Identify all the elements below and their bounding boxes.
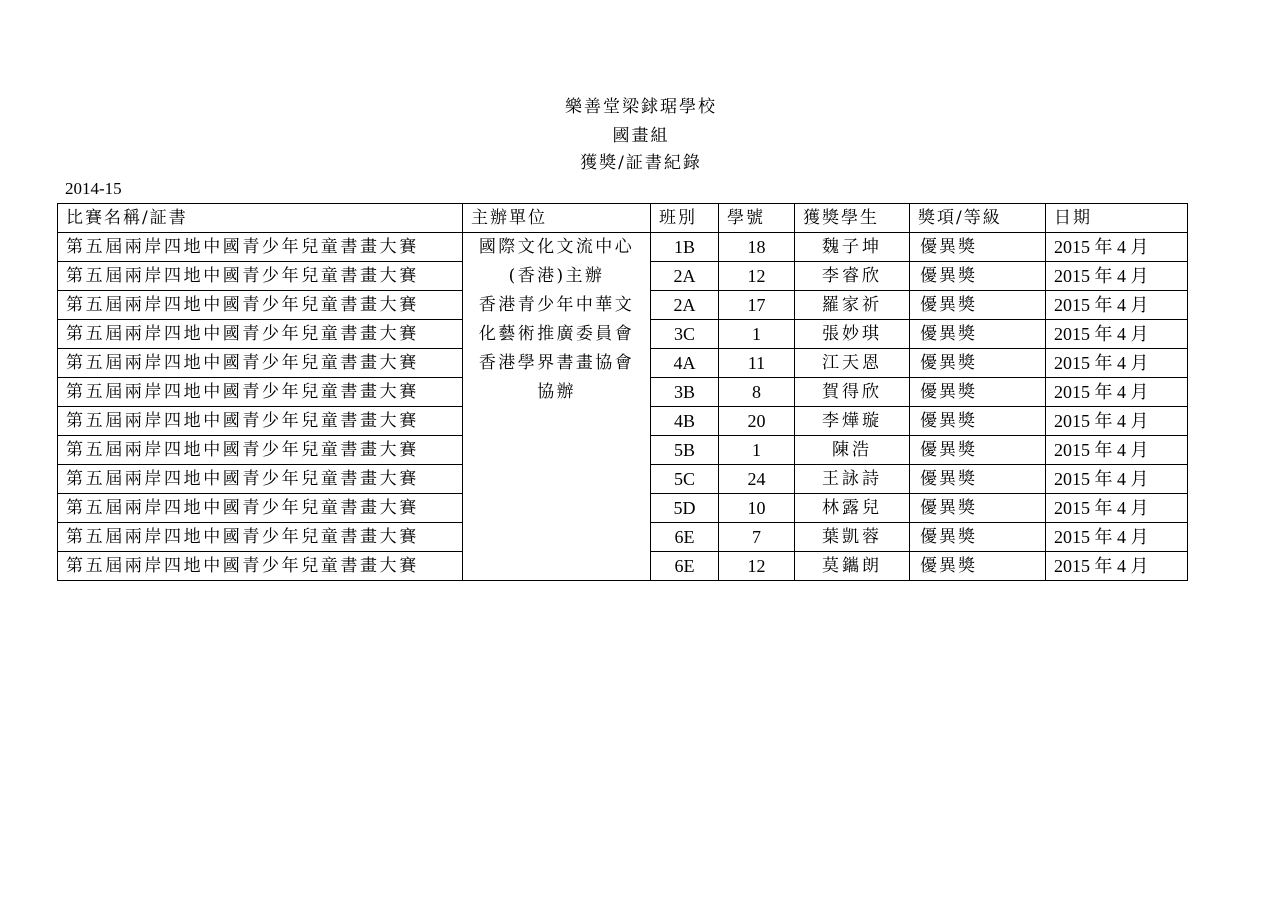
organizer-line: 化藝術推廣委員會 xyxy=(478,324,635,344)
date-cell: 2015 年 4 月 xyxy=(1046,436,1188,465)
date-cell: 2015 年 4 月 xyxy=(1046,465,1188,494)
column-header-date: 日期 xyxy=(1046,204,1188,233)
competition-cell: 第五屆兩岸四地中國青少年兒童書畫大賽 xyxy=(58,523,463,552)
class-cell: 4B xyxy=(651,407,719,436)
date-cell: 2015 年 4 月 xyxy=(1046,378,1188,407)
award-cell: 優異獎 xyxy=(910,552,1046,581)
header-row xyxy=(58,204,1188,233)
student-name-cell: 李睿欣 xyxy=(795,262,910,291)
award-cell: 優異獎 xyxy=(910,523,1046,552)
competition-cell: 第五屆兩岸四地中國青少年兒童書畫大賽 xyxy=(58,407,463,436)
competition-cell: 第五屆兩岸四地中國青少年兒童書畫大賽 xyxy=(58,465,463,494)
student-number-cell: 12 xyxy=(719,262,795,291)
date-cell: 2015 年 4 月 xyxy=(1046,494,1188,523)
class-cell: 6E xyxy=(651,523,719,552)
class-cell: 4A xyxy=(651,349,719,378)
organizer-line: 國際文化文流中心 xyxy=(478,237,635,257)
student-name-cell: 魏子坤 xyxy=(795,233,910,262)
column-header-competition: 比賽名稱/証書 xyxy=(58,204,463,233)
award-cell: 優異獎 xyxy=(910,378,1046,407)
award-cell: 優異獎 xyxy=(910,349,1046,378)
class-cell: 5D xyxy=(651,494,719,523)
student-number-cell: 17 xyxy=(719,291,795,320)
student-name-cell: 林露兒 xyxy=(795,494,910,523)
date-cell: 2015 年 4 月 xyxy=(1046,407,1188,436)
competition-cell: 第五屆兩岸四地中國青少年兒童書畫大賽 xyxy=(58,378,463,407)
student-name-cell: 江天恩 xyxy=(795,349,910,378)
student-number-cell: 1 xyxy=(719,436,795,465)
organizer-line: 香港青少年中華文 xyxy=(478,295,635,315)
award-cell: 優異獎 xyxy=(910,233,1046,262)
student-number-cell: 8 xyxy=(719,378,795,407)
competition-cell: 第五屆兩岸四地中國青少年兒童書畫大賽 xyxy=(58,291,463,320)
competition-cell: 第五屆兩岸四地中國青少年兒童書畫大賽 xyxy=(58,494,463,523)
column-header-class: 班別 xyxy=(651,204,719,233)
table-row xyxy=(58,233,1188,262)
organizer-line: 香港學界書畫協會 xyxy=(478,353,635,373)
competition-cell: 第五屆兩岸四地中國青少年兒童書畫大賽 xyxy=(58,262,463,291)
award-cell: 優異獎 xyxy=(910,436,1046,465)
student-number-cell: 20 xyxy=(719,407,795,436)
student-name-cell: 陳浩 xyxy=(795,436,910,465)
class-cell: 2A xyxy=(651,291,719,320)
school-name: 樂善堂梁銶琚學校 xyxy=(565,97,717,117)
award-cell: 優異獎 xyxy=(910,407,1046,436)
competition-cell: 第五屆兩岸四地中國青少年兒童書畫大賽 xyxy=(58,233,463,262)
award-cell: 優異獎 xyxy=(910,465,1046,494)
award-cell: 優異獎 xyxy=(910,291,1046,320)
date-cell: 2015 年 4 月 xyxy=(1046,262,1188,291)
awards-table xyxy=(57,203,1188,581)
student-number-cell: 24 xyxy=(719,465,795,494)
competition-cell: 第五屆兩岸四地中國青少年兒童書畫大賽 xyxy=(58,552,463,581)
class-cell: 6E xyxy=(651,552,719,581)
group-name: 國畫組 xyxy=(612,126,670,146)
organizer-cell xyxy=(463,233,651,581)
award-cell: 優異獎 xyxy=(910,494,1046,523)
class-cell: 5C xyxy=(651,465,719,494)
student-number-cell: 18 xyxy=(719,233,795,262)
date-cell: 2015 年 4 月 xyxy=(1046,523,1188,552)
student-name-cell: 李燁璇 xyxy=(795,407,910,436)
class-cell: 1B xyxy=(651,233,719,262)
date-cell: 2015 年 4 月 xyxy=(1046,552,1188,581)
award-cell: 優異獎 xyxy=(910,320,1046,349)
competition-cell: 第五屆兩岸四地中國青少年兒童書畫大賽 xyxy=(58,349,463,378)
class-cell: 5B xyxy=(651,436,719,465)
document-title: 獲獎/証書紀錄 xyxy=(580,153,702,173)
student-name-cell: 賀得欣 xyxy=(795,378,910,407)
date-cell: 2015 年 4 月 xyxy=(1046,320,1188,349)
organizer-line: (香港)主辦 xyxy=(508,266,605,286)
school-year: 2014-15 xyxy=(65,179,122,198)
student-number-cell: 11 xyxy=(719,349,795,378)
student-name-cell: 張妙琪 xyxy=(795,320,910,349)
student-name-cell: 羅家祈 xyxy=(795,291,910,320)
student-name-cell: 莫鑴朗 xyxy=(795,552,910,581)
student-number-cell: 7 xyxy=(719,523,795,552)
student-number-cell: 1 xyxy=(719,320,795,349)
date-cell: 2015 年 4 月 xyxy=(1046,349,1188,378)
student-name-cell: 葉凱蓉 xyxy=(795,523,910,552)
column-header-student: 獲獎學生 xyxy=(795,204,910,233)
competition-cell: 第五屆兩岸四地中國青少年兒童書畫大賽 xyxy=(58,320,463,349)
class-cell: 3C xyxy=(651,320,719,349)
column-header-award: 獎項/等級 xyxy=(910,204,1046,233)
class-cell: 2A xyxy=(651,262,719,291)
award-cell: 優異獎 xyxy=(910,262,1046,291)
organizer-line: 協辦 xyxy=(537,382,576,402)
class-cell: 3B xyxy=(651,378,719,407)
competition-cell: 第五屆兩岸四地中國青少年兒童書畫大賽 xyxy=(58,436,463,465)
column-header-organizer: 主辦單位 xyxy=(463,204,651,233)
date-cell: 2015 年 4 月 xyxy=(1046,233,1188,262)
student-name-cell: 王詠詩 xyxy=(795,465,910,494)
student-number-cell: 10 xyxy=(719,494,795,523)
date-cell: 2015 年 4 月 xyxy=(1046,291,1188,320)
student-number-cell: 12 xyxy=(719,552,795,581)
column-header-number: 學號 xyxy=(719,204,795,233)
